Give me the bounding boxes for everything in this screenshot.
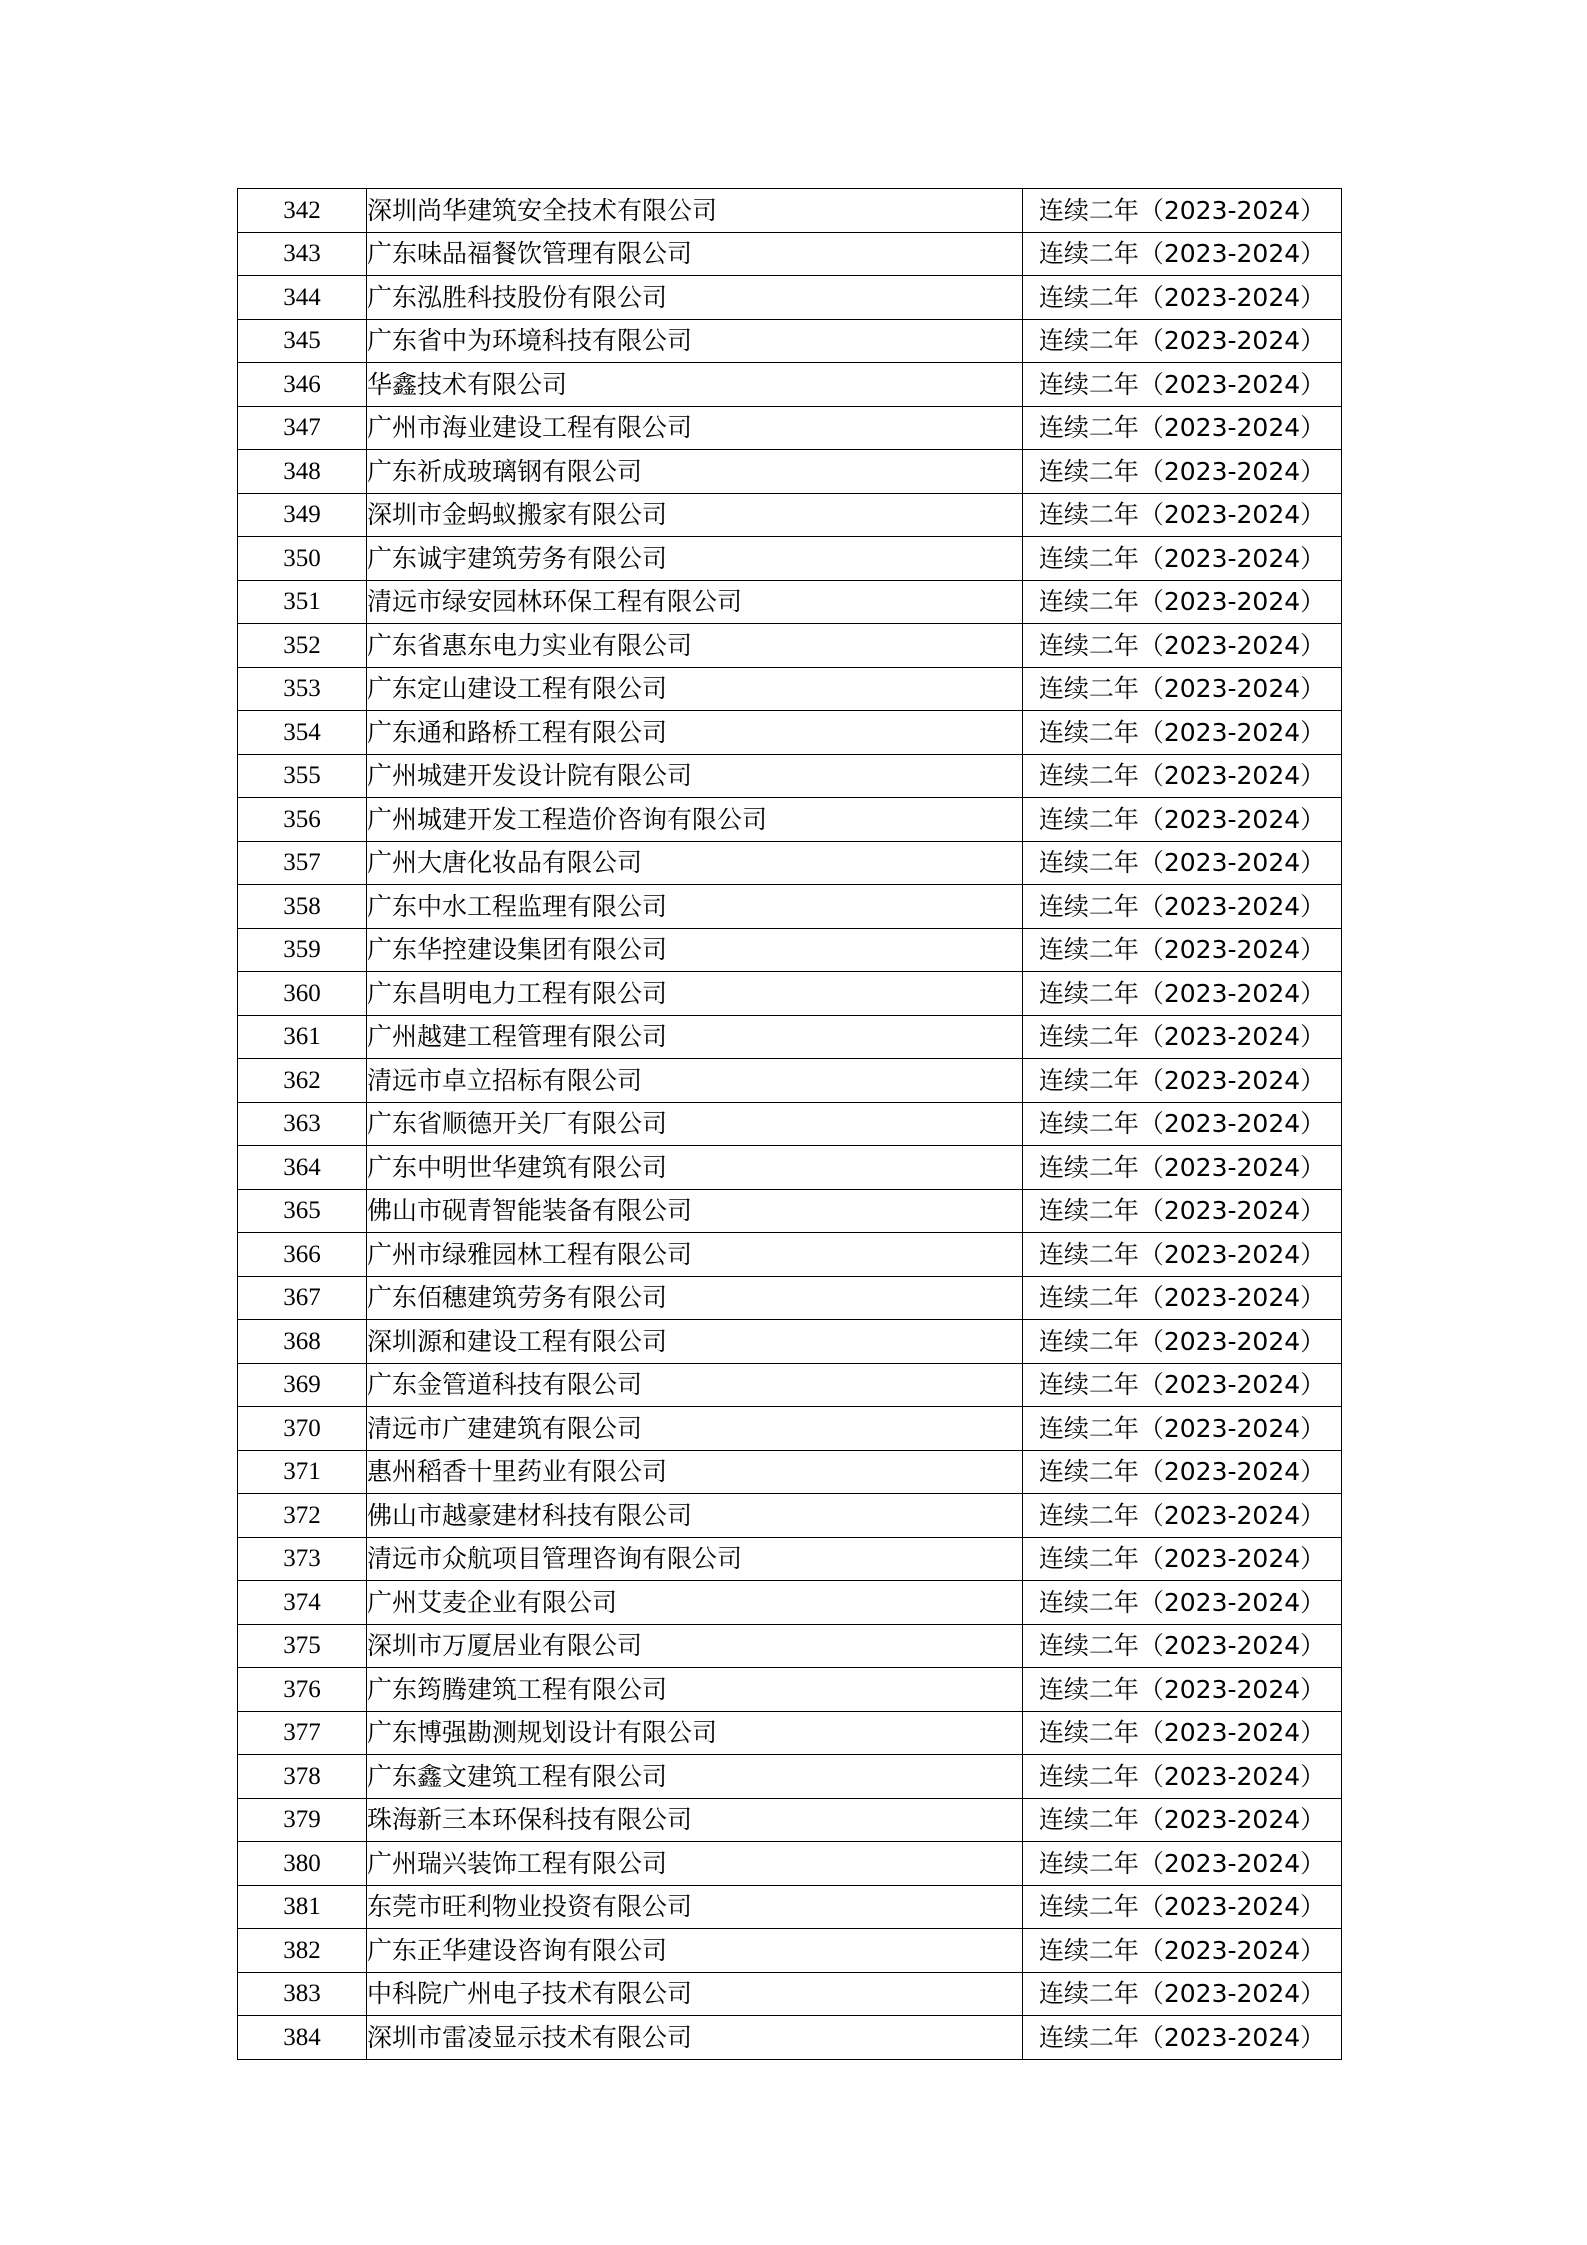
cell-company-name: 中科院广州电子技术有限公司 bbox=[367, 1972, 1023, 2016]
table-row bbox=[238, 232, 1342, 276]
cell-sequence-number: 364 bbox=[238, 1146, 367, 1190]
cell-note: 连续二年（2023-2024） bbox=[1023, 1755, 1342, 1799]
table-row bbox=[238, 1798, 1342, 1842]
cell-company-name: 广东祈成玻璃钢有限公司 bbox=[367, 450, 1023, 494]
table-row bbox=[238, 754, 1342, 798]
cell-sequence-number: 342 bbox=[238, 189, 367, 233]
cell-sequence-number: 369 bbox=[238, 1363, 367, 1407]
cell-sequence-number: 382 bbox=[238, 1929, 367, 1973]
cell-note: 连续二年（2023-2024） bbox=[1023, 885, 1342, 929]
table-row bbox=[238, 711, 1342, 755]
cell-note: 连续二年（2023-2024） bbox=[1023, 711, 1342, 755]
cell-sequence-number: 377 bbox=[238, 1711, 367, 1755]
cell-note: 连续二年（2023-2024） bbox=[1023, 841, 1342, 885]
cell-sequence-number: 343 bbox=[238, 232, 367, 276]
cell-company-name: 华鑫技术有限公司 bbox=[367, 363, 1023, 407]
cell-sequence-number: 373 bbox=[238, 1537, 367, 1581]
table-row bbox=[238, 972, 1342, 1016]
cell-note: 连续二年（2023-2024） bbox=[1023, 667, 1342, 711]
cell-company-name: 广东味品福餐饮管理有限公司 bbox=[367, 232, 1023, 276]
cell-company-name: 广东正华建设咨询有限公司 bbox=[367, 1929, 1023, 1973]
cell-company-name: 广州越建工程管理有限公司 bbox=[367, 1015, 1023, 1059]
cell-company-name: 广东昌明电力工程有限公司 bbox=[367, 972, 1023, 1016]
cell-company-name: 广东中水工程监理有限公司 bbox=[367, 885, 1023, 929]
cell-note: 连续二年（2023-2024） bbox=[1023, 972, 1342, 1016]
table-row bbox=[238, 406, 1342, 450]
table-row bbox=[238, 1494, 1342, 1538]
table-row bbox=[238, 1755, 1342, 1799]
table-row bbox=[238, 1102, 1342, 1146]
table-row bbox=[238, 537, 1342, 581]
cell-company-name: 广东省中为环境科技有限公司 bbox=[367, 319, 1023, 363]
cell-sequence-number: 375 bbox=[238, 1624, 367, 1668]
cell-note: 连续二年（2023-2024） bbox=[1023, 1363, 1342, 1407]
cell-company-name: 广州大唐化妆品有限公司 bbox=[367, 841, 1023, 885]
cell-sequence-number: 347 bbox=[238, 406, 367, 450]
cell-sequence-number: 378 bbox=[238, 1755, 367, 1799]
cell-sequence-number: 370 bbox=[238, 1407, 367, 1451]
cell-sequence-number: 345 bbox=[238, 319, 367, 363]
cell-sequence-number: 355 bbox=[238, 754, 367, 798]
table-row bbox=[238, 450, 1342, 494]
cell-note: 连续二年（2023-2024） bbox=[1023, 580, 1342, 624]
cell-company-name: 广州瑞兴装饰工程有限公司 bbox=[367, 1842, 1023, 1886]
cell-sequence-number: 349 bbox=[238, 493, 367, 537]
table-row bbox=[238, 667, 1342, 711]
table-row bbox=[238, 885, 1342, 929]
cell-note: 连续二年（2023-2024） bbox=[1023, 1320, 1342, 1364]
table-row bbox=[238, 1363, 1342, 1407]
cell-company-name: 珠海新三本环保科技有限公司 bbox=[367, 1798, 1023, 1842]
cell-company-name: 广东博强勘测规划设计有限公司 bbox=[367, 1711, 1023, 1755]
cell-note: 连续二年（2023-2024） bbox=[1023, 1015, 1342, 1059]
cell-company-name: 惠州稻香十里药业有限公司 bbox=[367, 1450, 1023, 1494]
cell-sequence-number: 358 bbox=[238, 885, 367, 929]
cell-note: 连续二年（2023-2024） bbox=[1023, 1494, 1342, 1538]
table-row bbox=[238, 1320, 1342, 1364]
cell-sequence-number: 361 bbox=[238, 1015, 367, 1059]
table-row bbox=[238, 928, 1342, 972]
cell-note: 连续二年（2023-2024） bbox=[1023, 1189, 1342, 1233]
table-row bbox=[238, 1233, 1342, 1277]
table-row bbox=[238, 1059, 1342, 1103]
cell-sequence-number: 383 bbox=[238, 1972, 367, 2016]
cell-company-name: 广东鑫文建筑工程有限公司 bbox=[367, 1755, 1023, 1799]
cell-company-name: 广东金管道科技有限公司 bbox=[367, 1363, 1023, 1407]
table-row bbox=[238, 2016, 1342, 2060]
cell-company-name: 广州市海业建设工程有限公司 bbox=[367, 406, 1023, 450]
table-row bbox=[238, 580, 1342, 624]
cell-note: 连续二年（2023-2024） bbox=[1023, 276, 1342, 320]
cell-company-name: 深圳市金蚂蚁搬家有限公司 bbox=[367, 493, 1023, 537]
cell-note: 连续二年（2023-2024） bbox=[1023, 1624, 1342, 1668]
cell-note: 连续二年（2023-2024） bbox=[1023, 1407, 1342, 1451]
cell-note: 连续二年（2023-2024） bbox=[1023, 1146, 1342, 1190]
cell-note: 连续二年（2023-2024） bbox=[1023, 798, 1342, 842]
cell-sequence-number: 374 bbox=[238, 1581, 367, 1625]
table-row bbox=[238, 363, 1342, 407]
table-row bbox=[238, 1624, 1342, 1668]
table-row bbox=[238, 1972, 1342, 2016]
cell-company-name: 广东泓胜科技股份有限公司 bbox=[367, 276, 1023, 320]
table-row bbox=[238, 798, 1342, 842]
table-row bbox=[238, 1450, 1342, 1494]
cell-company-name: 广东定山建设工程有限公司 bbox=[367, 667, 1023, 711]
cell-sequence-number: 348 bbox=[238, 450, 367, 494]
cell-company-name: 佛山市越豪建材科技有限公司 bbox=[367, 1494, 1023, 1538]
cell-sequence-number: 357 bbox=[238, 841, 367, 885]
cell-note: 连续二年（2023-2024） bbox=[1023, 1450, 1342, 1494]
cell-note: 连续二年（2023-2024） bbox=[1023, 189, 1342, 233]
cell-company-name: 广东华控建设集团有限公司 bbox=[367, 928, 1023, 972]
cell-company-name: 广州市绿雅园林工程有限公司 bbox=[367, 1233, 1023, 1277]
cell-sequence-number: 344 bbox=[238, 276, 367, 320]
cell-sequence-number: 367 bbox=[238, 1276, 367, 1320]
cell-company-name: 广州艾麦企业有限公司 bbox=[367, 1581, 1023, 1625]
cell-note: 连续二年（2023-2024） bbox=[1023, 1581, 1342, 1625]
cell-note: 连续二年（2023-2024） bbox=[1023, 1929, 1342, 1973]
cell-note: 连续二年（2023-2024） bbox=[1023, 406, 1342, 450]
table-row bbox=[238, 1189, 1342, 1233]
cell-sequence-number: 353 bbox=[238, 667, 367, 711]
cell-company-name: 广东筠腾建筑工程有限公司 bbox=[367, 1668, 1023, 1712]
cell-note: 连续二年（2023-2024） bbox=[1023, 1885, 1342, 1929]
cell-company-name: 广东诚宇建筑劳务有限公司 bbox=[367, 537, 1023, 581]
cell-sequence-number: 372 bbox=[238, 1494, 367, 1538]
cell-sequence-number: 365 bbox=[238, 1189, 367, 1233]
cell-sequence-number: 354 bbox=[238, 711, 367, 755]
cell-note: 连续二年（2023-2024） bbox=[1023, 363, 1342, 407]
table-row bbox=[238, 1668, 1342, 1712]
table-row bbox=[238, 276, 1342, 320]
cell-note: 连续二年（2023-2024） bbox=[1023, 1233, 1342, 1277]
cell-sequence-number: 352 bbox=[238, 624, 367, 668]
cell-note: 连续二年（2023-2024） bbox=[1023, 754, 1342, 798]
cell-sequence-number: 346 bbox=[238, 363, 367, 407]
table-row bbox=[238, 1842, 1342, 1886]
cell-sequence-number: 363 bbox=[238, 1102, 367, 1146]
table-row bbox=[238, 624, 1342, 668]
cell-company-name: 广东通和路桥工程有限公司 bbox=[367, 711, 1023, 755]
cell-note: 连续二年（2023-2024） bbox=[1023, 232, 1342, 276]
cell-company-name: 广东中明世华建筑有限公司 bbox=[367, 1146, 1023, 1190]
cell-sequence-number: 376 bbox=[238, 1668, 367, 1712]
table-row bbox=[238, 1711, 1342, 1755]
cell-note: 连续二年（2023-2024） bbox=[1023, 319, 1342, 363]
cell-company-name: 深圳市雷凌显示技术有限公司 bbox=[367, 2016, 1023, 2060]
table-row bbox=[238, 1537, 1342, 1581]
cell-company-name: 佛山市砚青智能装备有限公司 bbox=[367, 1189, 1023, 1233]
cell-company-name: 广东佰穗建筑劳务有限公司 bbox=[367, 1276, 1023, 1320]
cell-company-name: 东莞市旺利物业投资有限公司 bbox=[367, 1885, 1023, 1929]
cell-note: 连续二年（2023-2024） bbox=[1023, 1972, 1342, 2016]
cell-sequence-number: 351 bbox=[238, 580, 367, 624]
cell-company-name: 清远市众航项目管理咨询有限公司 bbox=[367, 1537, 1023, 1581]
cell-sequence-number: 366 bbox=[238, 1233, 367, 1277]
cell-note: 连续二年（2023-2024） bbox=[1023, 450, 1342, 494]
table-row bbox=[238, 1407, 1342, 1451]
cell-note: 连续二年（2023-2024） bbox=[1023, 1537, 1342, 1581]
table-row bbox=[238, 1146, 1342, 1190]
cell-sequence-number: 379 bbox=[238, 1798, 367, 1842]
cell-sequence-number: 381 bbox=[238, 1885, 367, 1929]
cell-note: 连续二年（2023-2024） bbox=[1023, 1276, 1342, 1320]
cell-sequence-number: 360 bbox=[238, 972, 367, 1016]
cell-note: 连续二年（2023-2024） bbox=[1023, 624, 1342, 668]
cell-company-name: 深圳尚华建筑安全技术有限公司 bbox=[367, 189, 1023, 233]
cell-note: 连续二年（2023-2024） bbox=[1023, 493, 1342, 537]
cell-sequence-number: 371 bbox=[238, 1450, 367, 1494]
cell-company-name: 清远市绿安园林环保工程有限公司 bbox=[367, 580, 1023, 624]
cell-company-name: 清远市广建建筑有限公司 bbox=[367, 1407, 1023, 1451]
cell-sequence-number: 380 bbox=[238, 1842, 367, 1886]
table-row bbox=[238, 1929, 1342, 1973]
cell-note: 连续二年（2023-2024） bbox=[1023, 537, 1342, 581]
company-list-table-container bbox=[237, 188, 1340, 2060]
cell-note: 连续二年（2023-2024） bbox=[1023, 1668, 1342, 1712]
table-row bbox=[238, 841, 1342, 885]
cell-note: 连续二年（2023-2024） bbox=[1023, 2016, 1342, 2060]
table-row bbox=[238, 189, 1342, 233]
table-row bbox=[238, 1581, 1342, 1625]
cell-sequence-number: 350 bbox=[238, 537, 367, 581]
table-row bbox=[238, 1015, 1342, 1059]
cell-note: 连续二年（2023-2024） bbox=[1023, 1059, 1342, 1103]
cell-note: 连续二年（2023-2024） bbox=[1023, 1842, 1342, 1886]
table-row bbox=[238, 493, 1342, 537]
cell-company-name: 深圳源和建设工程有限公司 bbox=[367, 1320, 1023, 1364]
cell-note: 连续二年（2023-2024） bbox=[1023, 1711, 1342, 1755]
cell-sequence-number: 368 bbox=[238, 1320, 367, 1364]
cell-company-name: 深圳市万厦居业有限公司 bbox=[367, 1624, 1023, 1668]
table-row bbox=[238, 1885, 1342, 1929]
cell-sequence-number: 356 bbox=[238, 798, 367, 842]
cell-note: 连续二年（2023-2024） bbox=[1023, 1102, 1342, 1146]
cell-note: 连续二年（2023-2024） bbox=[1023, 1798, 1342, 1842]
table-row bbox=[238, 319, 1342, 363]
cell-company-name: 广东省惠东电力实业有限公司 bbox=[367, 624, 1023, 668]
cell-company-name: 清远市卓立招标有限公司 bbox=[367, 1059, 1023, 1103]
cell-company-name: 广州城建开发工程造价咨询有限公司 bbox=[367, 798, 1023, 842]
table-body bbox=[238, 189, 1342, 2060]
cell-company-name: 广东省顺德开关厂有限公司 bbox=[367, 1102, 1023, 1146]
cell-note: 连续二年（2023-2024） bbox=[1023, 928, 1342, 972]
cell-company-name: 广州城建开发设计院有限公司 bbox=[367, 754, 1023, 798]
company-list-table bbox=[237, 188, 1342, 2060]
table-row bbox=[238, 1276, 1342, 1320]
cell-sequence-number: 359 bbox=[238, 928, 367, 972]
cell-sequence-number: 384 bbox=[238, 2016, 367, 2060]
cell-sequence-number: 362 bbox=[238, 1059, 367, 1103]
